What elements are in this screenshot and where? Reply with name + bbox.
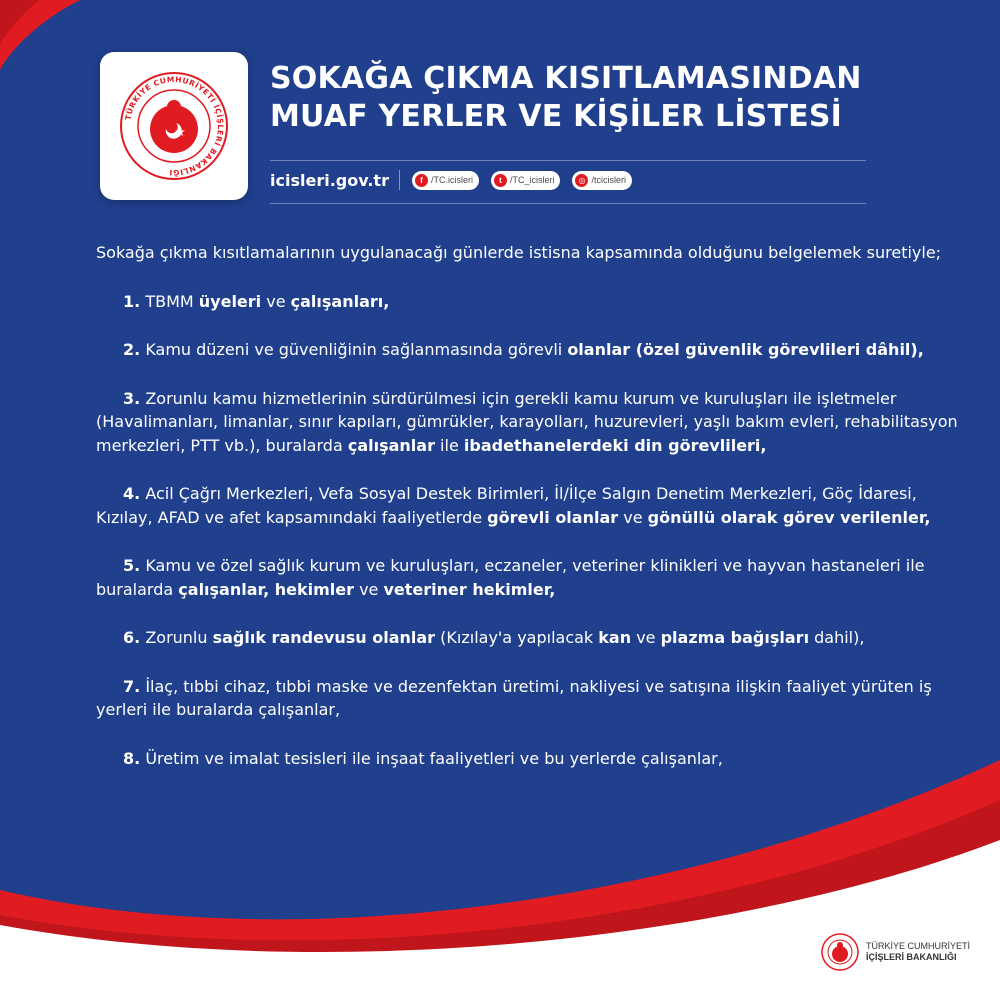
twitter-link[interactable] — [491, 171, 561, 190]
item-text: Üretim ve imalat tesisleri ile inşaat faaliyetleri ve bu yerlerde çalışanlar, — [145, 748, 723, 768]
item-number: 8. — [123, 748, 141, 768]
footer-line-1: TÜRKİYE CUMHURİYETİ — [866, 941, 971, 951]
divider-bottom — [270, 203, 866, 204]
twitter-handle: /TC_icisleri — [509, 175, 555, 185]
item-number: 6. — [123, 628, 141, 647]
facebook-handle: /TC.icisleri — [430, 175, 473, 185]
item-number: 7. — [123, 676, 141, 696]
title-line-2: MUAF YERLER VE KİŞİLER LİSTESİ — [270, 99, 843, 134]
item-text: İlaç, tıbbi cihaz, tıbbi maske ve dezenfektan üretimi, nakliyesi ve satışına ilişkin faaliyet yürüten iş yerleri ile buralarda çalışanlar, — [96, 676, 932, 719]
ministry-logo-card — [100, 52, 248, 200]
list-item — [96, 554, 966, 601]
instagram-link[interactable] — [572, 171, 632, 190]
list-item — [96, 626, 966, 650]
exemption-list — [96, 241, 966, 795]
seal-text: TÜRKİYE CUMHURİYETİ İÇİŞLERİ BAKANLIĞI — [123, 74, 226, 178]
list-item — [96, 747, 966, 771]
intro-paragraph: Sokağa çıkma kısıtlamalarının uygulanacağı günlerde istisna kapsamında olduğunu belgelemek suretiyle; — [96, 243, 942, 262]
item-number: 4. — [123, 484, 141, 503]
item-number: 5. — [123, 556, 141, 575]
footer-logo — [820, 932, 970, 972]
ministry-seal-icon — [117, 69, 231, 183]
list-item — [96, 338, 966, 362]
list-item — [96, 387, 966, 458]
page-title — [270, 60, 970, 136]
item-text: TBMM üyeleri ve çalışanları, — [145, 291, 390, 311]
list-item — [96, 675, 966, 722]
footer-seal-icon — [820, 932, 860, 972]
title-line-1: SOKAĞA ÇIKMA KISITLAMASINDAN — [270, 61, 862, 96]
facebook-icon: f — [415, 174, 428, 187]
list-item — [96, 290, 966, 314]
item-text: Kamu ve özel sağlık kurum ve kuruluşları, eczaneler, veteriner klinikleri ve hayvan hastaneleri ile buralarda çalışanlar, hekimler ve veteriner hekimler, — [96, 556, 925, 599]
instagram-icon: ◎ — [575, 174, 588, 187]
separator — [399, 170, 400, 190]
website-link[interactable]: icisleri.gov.tr — [270, 170, 389, 190]
twitter-icon: t — [494, 174, 507, 187]
facebook-link[interactable] — [412, 171, 479, 190]
item-number: 2. — [123, 340, 141, 359]
list-items — [96, 290, 966, 771]
item-number: 3. — [123, 388, 141, 408]
contact-bar — [270, 170, 644, 190]
item-text: Acil Çağrı Merkezleri, Vefa Sosyal Destek Birimleri, İl/İlçe Salgın Denetim Merkezleri, Göç İdaresi, Kızılay, AFAD ve afet kapsamındaki faaliyetlerde görevli olanlar ve gönüllü olarak görev verilenler, — [96, 484, 931, 527]
divider-top — [270, 160, 866, 161]
footer-line-2: İÇİŞLERİ BAKANLIĞI — [866, 952, 957, 962]
item-number: 1. — [123, 291, 141, 311]
instagram-handle: /tcicisleri — [591, 175, 626, 185]
item-text: Zorunlu sağlık randevusu olanlar (Kızılay'a yapılacak kan ve plazma bağışları dahil), — [145, 628, 865, 647]
footer-ministry-name — [866, 941, 970, 963]
item-text: Zorunlu kamu hizmetlerinin sürdürülmesi için gerekli kamu kurum ve kuruluşları ile işletmeler (Havalimanları, limanlar, sınır kapıları, gümrükler, karayolları, huzurevleri, yaşlı bakım evleri, rehabilitasyon merkezleri, PTT vb.), buralarda çalışanlar ile ibadethanelerdeki din görevlileri, — [96, 388, 958, 455]
item-text: Kamu düzeni ve güvenliğinin sağlanmasında görevli olanlar (özel güvenlik görevlileri dâhil), — [145, 340, 924, 359]
list-item — [96, 482, 966, 529]
